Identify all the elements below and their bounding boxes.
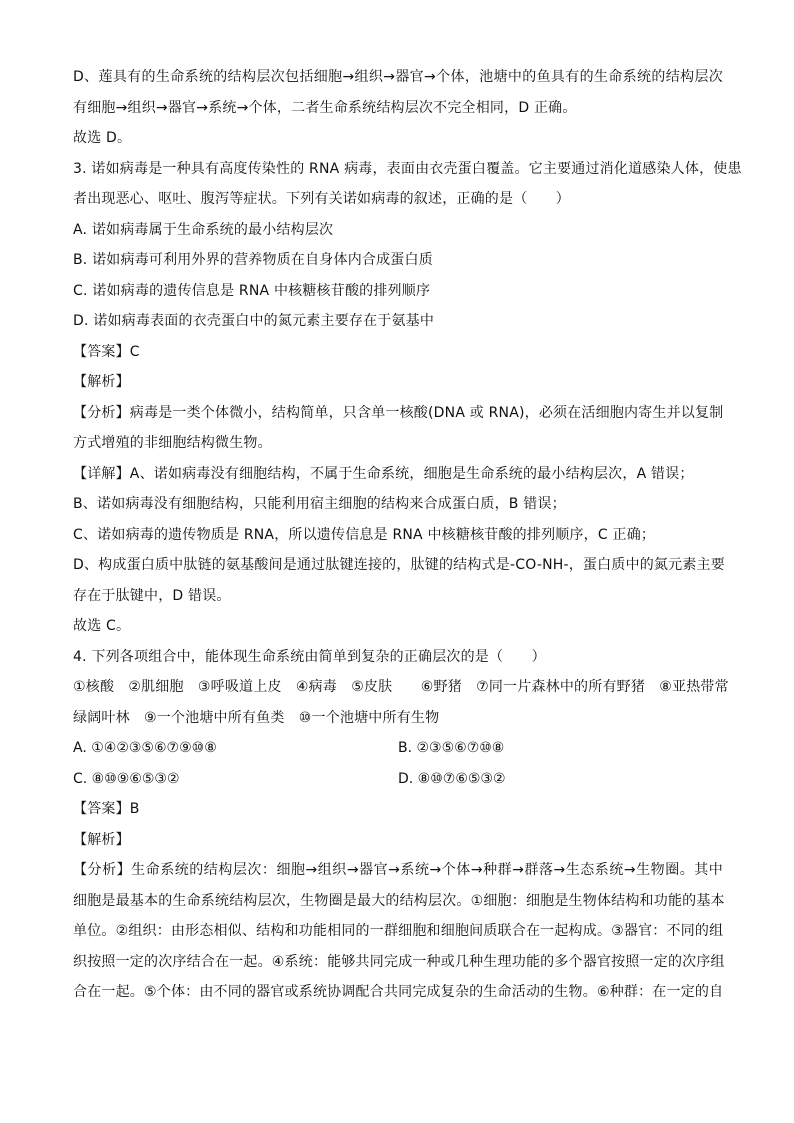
analysis-heading: 【解析】 <box>73 831 130 848</box>
text-line: 有细胞→组织→器官→系统→个体，二者生命系统结构层次不完全相同，D 正确。 <box>73 99 577 116</box>
conclusion: 故选 C。 <box>73 618 131 634</box>
option-a: A. 诺如病毒属于生命系统的最小结构层次 <box>73 221 334 238</box>
detail-text: B、诺如病毒没有细胞结构，只能利用宿主细胞的结构来合成蛋白质，B 错误； <box>73 496 566 512</box>
question-stem: 者出现恶心、呕吐、腹泻等症状。下列有关诺如病毒的叙述，正确的是（ ） <box>73 191 570 207</box>
analysis-heading: 【解析】 <box>73 374 130 390</box>
answer-label: 【答案】C <box>73 343 140 360</box>
conclusion: 故选 D。 <box>73 130 132 146</box>
options-row <box>73 764 723 795</box>
text-line: D、莲具有的生命系统的结构层次包括细胞→组织→器官→个体，池塘中的鱼具有的生命系统的结构层次 <box>73 69 723 85</box>
option-d: D. ⑧⑩⑦⑥⑤③② <box>398 770 506 787</box>
option-b: B. 诺如病毒可利用外界的营养物质在自身体内合成蛋白质 <box>73 252 433 268</box>
answer-label: 【答案】B <box>73 801 140 817</box>
analysis-text: 【分析】病毒是一类个体微小，结构简单，只含单一核酸(DNA 或 RNA)，必须在活细胞内寄生并以复制 <box>73 404 724 421</box>
question-stem: 3. 诺如病毒是一种具有高度传染性的 RNA 病毒，表面由衣壳蛋白覆盖。它主要通过消化道感染人体，使患 <box>73 160 742 177</box>
detail-text: 存在于肽键中，D 错误。 <box>73 587 231 604</box>
analysis-text: 【分析】生命系统的结构层次：细胞→组织→器官→系统→个体→种群→群落→生态系统→生物圈。其中 <box>73 862 723 878</box>
option-b: B. ②③⑤⑥⑦⑩⑧ <box>398 740 505 756</box>
option-c: C. ⑧⑩⑨⑥⑤③② <box>73 770 180 787</box>
detail-text: D、构成蛋白质中肽链的氨基酸间是通过肽键连接的，肽键的结构式是-CO-NH-，蛋白质中的氮元素主要 <box>73 557 725 573</box>
question-items: ①核酸 ②肌细胞 ③呼吸道上皮 ④病毒 ⑤皮肤 ⑥野猪 ⑦同一片森林中的所有野猪 ⑧亚热带常 <box>73 679 729 695</box>
option-a: A. ①④②③⑤⑥⑦⑨⑩⑧ <box>73 740 217 756</box>
options-row <box>73 733 723 764</box>
option-d: D. 诺如病毒表面的衣壳蛋白中的氮元素主要存在于氨基中 <box>73 313 435 329</box>
analysis-text: 织按照一定的次序结合在一起。④系统：能够共同完成一种或几种生理功能的多个器官按照一定的次序组 <box>73 953 725 970</box>
analysis-text: 方式增殖的非细胞结构微生物。 <box>73 435 272 451</box>
question-4 <box>73 642 729 1008</box>
detail-text: C、诺如病毒的遗传物质是 RNA，所以遗传信息是 RNA 中核糖核苷酸的排列顺序，C 正确； <box>73 526 656 543</box>
detail-text: 【详解】A、诺如病毒没有细胞结构，不属于生命系统，细胞是生命系统的最小结构层次，A 错误； <box>73 465 694 482</box>
document-page <box>73 62 742 1008</box>
question-stem: 4. 下列各项组合中，能体现生命系统由简单到复杂的正确层次的是（ ） <box>73 648 546 665</box>
option-c: C. 诺如病毒的遗传信息是 RNA 中核糖核苷酸的排列顺序 <box>73 282 431 299</box>
analysis-text: 合在一起。⑤个体：由不同的器官或系统协调配合共同完成复杂的生命活动的生物。⑥种群：在一定的自 <box>73 984 724 1000</box>
analysis-text: 细胞是最基本的生命系统结构层次，生物圈是最大的结构层次。①细胞：细胞是生物体结构和功能的基本 <box>73 892 725 909</box>
analysis-text: 单位。②组织：由形态相似、结构和功能相同的一群细胞和细胞间质联合在一起构成。③器官：不同的组 <box>73 923 724 939</box>
question-items: 绿阔叶林 ⑨一个池塘中所有鱼类 ⑩一个池塘中所有生物 <box>73 709 440 726</box>
question-3 <box>73 154 742 642</box>
